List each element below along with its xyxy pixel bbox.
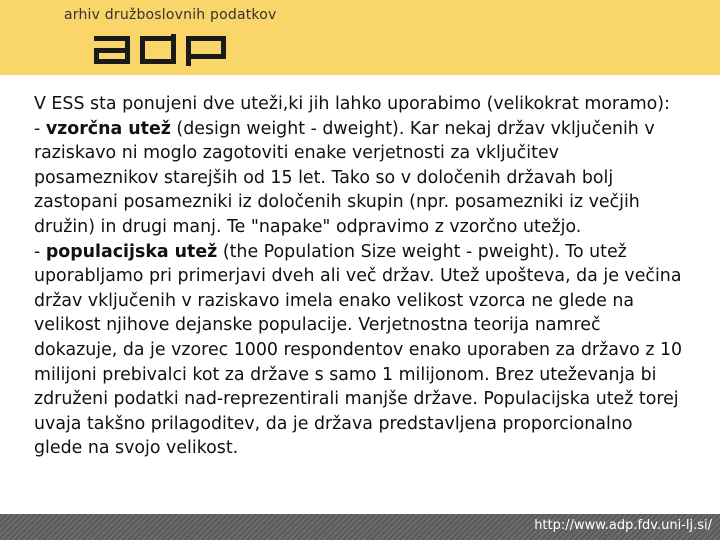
population-weight-term: populacijska utež: [45, 241, 218, 262]
header-banner: [0, 0, 720, 75]
footer-bar: [0, 514, 720, 540]
population-weight-description: (the Population Size weight - pweight). To utež uporabljamo pri primerjavi dveh ali več držav. Utež upošteva, da je večina držav vključenih v raziskavo imela enako velikost vzorca ne glede na velikost njihove dejanske populacije. Verjetnostna teorija namreč dokazuje, da je vzorec 1000 respondentov enako uporaben za državo z 10 milijoni prebivalci kot za države s samo 1 milijonom. Brez uteževanja bi združeni podatki nad-reprezentirali manjše države. Populacijska utež torej uvaja takšno prilagoditev, da je država predstavljena proporcionalno glede na svojo velikost.: [34, 241, 683, 459]
footer-url: http://www.adp.fdv.uni-lj.si/: [534, 518, 712, 533]
design-weight-paragraph: [34, 117, 684, 240]
design-weight-description: (design weight - dweight). Kar nekaj držav vključenih v raziskavo ni moglo zagotoviti enake verjetnosti za vključitev posameznikov starejših od 15 let. Tako so v določenih državah bolj zastopani posamezniki iz določenih skupin (npr. posamezniki iz večjih družin) in drugi manj. Te "napake" odpravimo z vzorčno utežjo.: [34, 118, 655, 237]
archive-title: arhiv družboslovnih podatkov: [64, 7, 277, 23]
bullet-dash: -: [34, 118, 46, 139]
intro-paragraph: V ESS sta ponujeni dve uteži,ki jih lahko uporabimo (velikokrat moramo):: [34, 94, 670, 114]
design-weight-term: vzorčna utež: [45, 118, 171, 139]
bullet-dash: -: [34, 241, 46, 262]
slide-content: [34, 92, 684, 461]
population-weight-paragraph: [34, 240, 684, 461]
adp-logo: [92, 34, 232, 70]
adp-logo-graphic: [92, 34, 232, 66]
